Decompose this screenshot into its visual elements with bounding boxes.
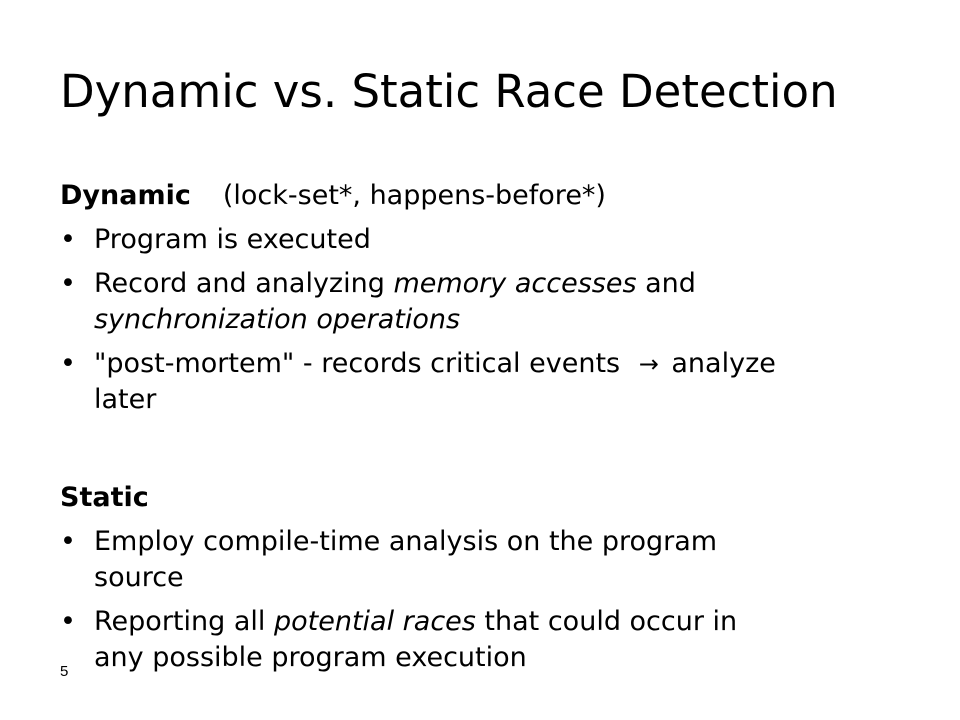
bullet-text: Reporting all (94, 606, 274, 637)
emphasis-sync-operations: synchronization operations (94, 304, 461, 335)
slide-number: 5 (60, 663, 69, 680)
dynamic-heading (60, 178, 920, 214)
bullet-line-2 (94, 302, 920, 338)
bullet-potential-races (60, 604, 920, 676)
bullet-text: and (636, 268, 696, 299)
bullet-line-1 (94, 604, 920, 640)
static-heading (60, 480, 920, 516)
dynamic-subheading: (lock-set*, happens-before*) (222, 180, 606, 211)
emphasis-potential-races: potential races (273, 606, 476, 637)
bullet-post-mortem (60, 346, 920, 418)
bullet-compile-time-analysis (60, 524, 920, 596)
section-spacer (60, 418, 920, 480)
bullet-line-2: source (94, 562, 184, 593)
bullet-text: • Program is executed (94, 224, 371, 255)
bullet-line-2: later (94, 384, 157, 415)
arrow-right-icon: → (638, 350, 659, 378)
bullet-line-2: any possible program execution (94, 642, 527, 673)
static-heading-label: Static (60, 482, 149, 513)
slide-title: Dynamic vs. Static Race Detection (60, 65, 838, 118)
bullet-text: analyze (662, 348, 776, 379)
bullet-line-1: • Employ compile-time analysis on the program (94, 526, 718, 557)
bullet-program-executed (60, 222, 920, 258)
slide-body (60, 178, 920, 676)
dynamic-heading-label: Dynamic (60, 180, 191, 211)
bullet-text: that could occur in (475, 606, 738, 637)
bullet-record-analyzing (60, 266, 920, 338)
bullet-text: Record and analyzing (94, 268, 394, 299)
bullet-text: "post-mortem" - records critical events (94, 348, 629, 379)
bullet-line-1 (94, 266, 920, 302)
bullet-line-1 (94, 346, 920, 382)
emphasis-memory-accesses: memory accesses (393, 268, 637, 299)
